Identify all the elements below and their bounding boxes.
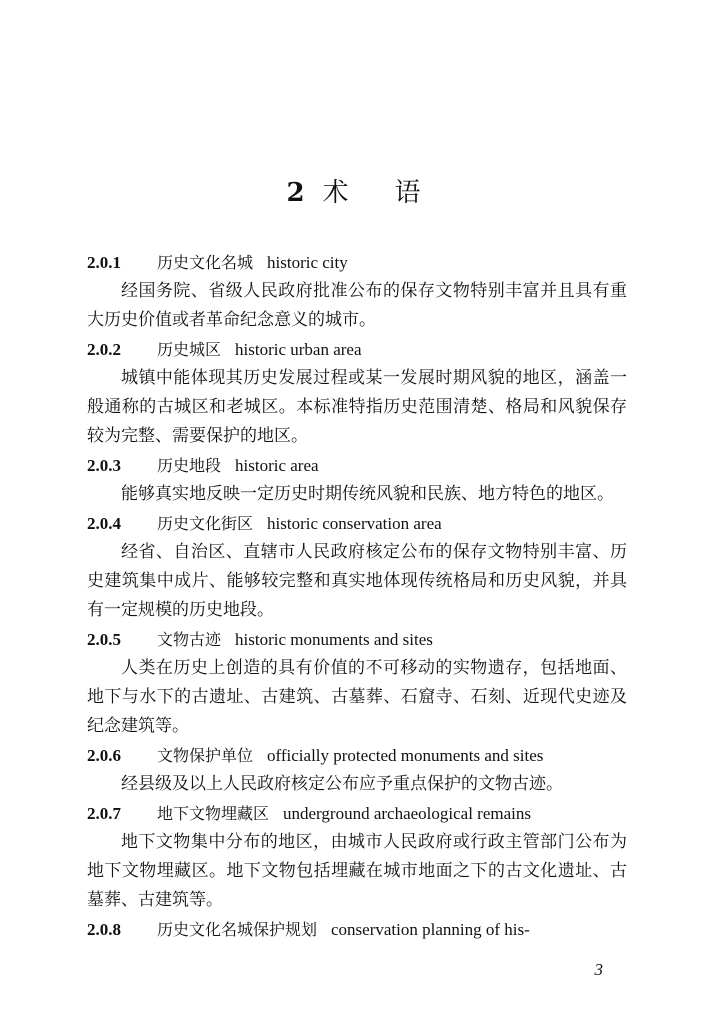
term-number: 2.0.7 bbox=[87, 804, 121, 823]
term-chinese: 文物古迹 bbox=[157, 630, 222, 649]
term-number: 2.0.2 bbox=[87, 340, 121, 359]
term-english: conservation planning of his- bbox=[331, 920, 530, 939]
term-number: 2.0.1 bbox=[87, 253, 121, 272]
term-definition-2-0-4: 经省、自治区、直辖市人民政府核定公布的保存文物特别丰富、历史建筑集中成片、能够较完整和真实地体现传统格局和历史风貌，并具有一定规模的历史地段。 bbox=[87, 542, 627, 620]
term-english: officially protected monuments and sites bbox=[267, 746, 544, 765]
term-heading-2-0-4 bbox=[87, 509, 627, 538]
term-heading-2-0-1 bbox=[87, 248, 627, 277]
term-english: historic conservation area bbox=[267, 514, 442, 533]
term-heading-2-0-8 bbox=[87, 915, 627, 944]
term-definition-2-0-7: 地下文物集中分布的地区，由城市人民政府或行政主管部门公布为地下文物埋藏区。地下文物包括埋藏在城市地面之下的古文化遗址、古墓葬、古建筑等。 bbox=[87, 832, 627, 910]
term-definition-2-0-5: 人类在历史上创造的具有价值的不可移动的实物遗存，包括地面、地下与水下的古遗址、古建筑、古墓葬、石窟寺、石刻、近现代史迹及纪念建筑等。 bbox=[87, 658, 627, 736]
term-number: 2.0.3 bbox=[87, 456, 121, 475]
chapter-title-part1: 术 bbox=[322, 178, 349, 208]
term-chinese: 地下文物埋藏区 bbox=[157, 804, 270, 823]
term-number: 2.0.8 bbox=[87, 920, 121, 939]
chapter-title-part2: 语 bbox=[394, 178, 421, 208]
term-english: historic area bbox=[235, 456, 319, 475]
term-heading-2-0-7 bbox=[87, 799, 627, 828]
page-number: 3 bbox=[594, 960, 603, 979]
term-heading-2-0-5 bbox=[87, 625, 627, 654]
term-chinese: 历史城区 bbox=[157, 340, 222, 359]
term-definition-2-0-6: 经县级及以上人民政府核定公布应予重点保护的文物古迹。 bbox=[121, 774, 563, 794]
term-chinese: 历史地段 bbox=[157, 456, 222, 475]
term-heading-2-0-2 bbox=[87, 335, 627, 364]
terms-body bbox=[87, 248, 627, 944]
term-english: historic urban area bbox=[235, 340, 362, 359]
term-number: 2.0.4 bbox=[87, 514, 121, 533]
term-chinese: 历史文化街区 bbox=[157, 514, 254, 533]
term-english: historic monuments and sites bbox=[235, 630, 433, 649]
term-chinese: 历史文化名城 bbox=[157, 253, 254, 272]
term-english: underground archaeological remains bbox=[283, 804, 531, 823]
term-definition-2-0-1: 经国务院、省级人民政府批准公布的保存文物特别丰富并且具有重大历史价值或者革命纪念意义的城市。 bbox=[87, 281, 627, 330]
term-chinese: 文物保护单位 bbox=[157, 746, 254, 765]
term-chinese: 历史文化名城保护规划 bbox=[157, 920, 318, 939]
term-heading-2-0-6 bbox=[87, 741, 627, 770]
term-english: historic city bbox=[267, 253, 348, 272]
term-number: 2.0.5 bbox=[87, 630, 121, 649]
term-definition-2-0-2: 城镇中能体现其历史发展过程或某一发展时期风貌的地区，涵盖一般通称的古城区和老城区。本标准特指历史范围清楚、格局和风貌保存较为完整、需要保护的地区。 bbox=[87, 368, 627, 446]
chapter-number: 2 bbox=[286, 178, 305, 208]
term-number: 2.0.6 bbox=[87, 746, 121, 765]
chapter-title bbox=[0, 172, 707, 209]
term-heading-2-0-3 bbox=[87, 451, 627, 480]
term-definition-2-0-3: 能够真实地反映一定历史时期传统风貌和民族、地方特色的地区。 bbox=[121, 484, 614, 504]
